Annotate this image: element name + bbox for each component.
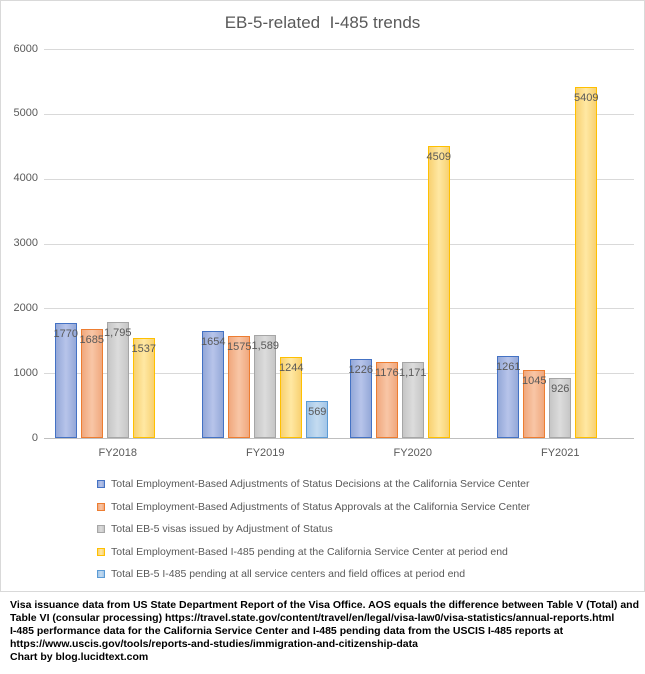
y-axis-tick-label: 4000	[13, 172, 38, 185]
gridline	[44, 114, 634, 115]
bar-value-label: 1685	[79, 333, 104, 346]
bar-value-label: 1,589	[251, 339, 280, 352]
bar-value-label: 5409	[574, 92, 599, 105]
gridline	[44, 49, 634, 50]
x-axis-category-label: FY2019	[245, 447, 285, 459]
legend-marker-icon	[97, 548, 105, 556]
source-note-line: Table VI (consular processing) https://travel.state.gov/content/travel/en/legal/visa-law0/visa-statistics/annual-reports.html	[10, 612, 615, 624]
source-note-line: Visa issuance data from US State Department Report of the Visa Office. AOS equals the difference between Table V (Total) and	[10, 599, 639, 611]
legend-label: Total Employment-Based I-485 pending at the California Service Center at period end	[111, 545, 508, 558]
x-axis-category-label: FY2018	[98, 447, 138, 459]
bar-value-label: 1244	[279, 362, 304, 375]
legend-marker-icon	[97, 570, 105, 578]
y-axis-tick-label: 2000	[13, 301, 38, 314]
y-axis-tick-label: 6000	[13, 42, 38, 55]
gridline	[44, 244, 634, 245]
bar-value-label: 1,795	[103, 326, 132, 339]
source-note-line: https://www.uscis.gov/tools/reports-and-studies/immigration-and-citizenship-data	[10, 638, 418, 650]
legend-label: Total EB-5 I-485 pending at all service centers and field offices at period end	[111, 568, 466, 580]
chart-bar	[575, 87, 597, 438]
legend-marker-icon	[97, 525, 105, 533]
x-axis-category-label: FY2020	[393, 447, 433, 459]
source-note-line: I-485 performance data for the California Service Center and I-485 pending data from the USCIS I-485 reports at	[10, 625, 564, 637]
legend-label: Total EB-5 visas issued by Adjustment of Status	[111, 523, 333, 535]
chart-bar	[107, 322, 129, 438]
bar-value-label: 1045	[522, 375, 547, 388]
gridline	[44, 308, 634, 309]
source-note-line: Chart by blog.lucidtext.com	[10, 651, 149, 663]
legend-marker-icon	[97, 503, 105, 511]
x-axis-line	[44, 438, 634, 439]
bar-value-label: 1654	[201, 335, 226, 348]
legend-item	[97, 545, 508, 559]
bar-value-label: 1176	[374, 366, 399, 379]
bar-value-label: 1537	[131, 343, 156, 356]
chart-title: EB-5-related I-485 trends	[224, 13, 421, 32]
bar-value-label: 1261	[496, 361, 521, 374]
bar-value-label: 1,171	[398, 367, 427, 380]
bar-value-label: 569	[308, 406, 327, 419]
bar-value-label: 1770	[53, 328, 78, 341]
legend-item	[97, 522, 333, 536]
bar-value-label: 4509	[426, 150, 451, 163]
y-axis-tick-label: 0	[31, 431, 38, 444]
bar-value-label: 926	[551, 382, 570, 395]
gridline	[44, 179, 634, 180]
legend-marker-icon	[97, 480, 105, 488]
y-axis-tick-label: 3000	[13, 237, 38, 249]
chart-bar	[55, 323, 77, 438]
x-axis-category-label: FY2021	[540, 447, 580, 459]
legend-label: Total Employment-Based Adjustments of Status Approvals at the California Service Center	[111, 500, 531, 513]
y-axis-tick-label: 5000	[13, 107, 38, 120]
legend-label: Total Employment-Based Adjustments of Status Decisions at the California Service Center	[111, 478, 530, 490]
bar-value-label: 1226	[348, 363, 373, 376]
legend-item	[97, 500, 530, 514]
legend-item	[97, 567, 465, 581]
legend-item	[97, 477, 529, 491]
chart-bar	[428, 146, 450, 438]
y-axis-tick-label: 1000	[13, 366, 38, 379]
source-notes	[0, 592, 645, 664]
bar-value-label: 1575	[227, 340, 252, 353]
